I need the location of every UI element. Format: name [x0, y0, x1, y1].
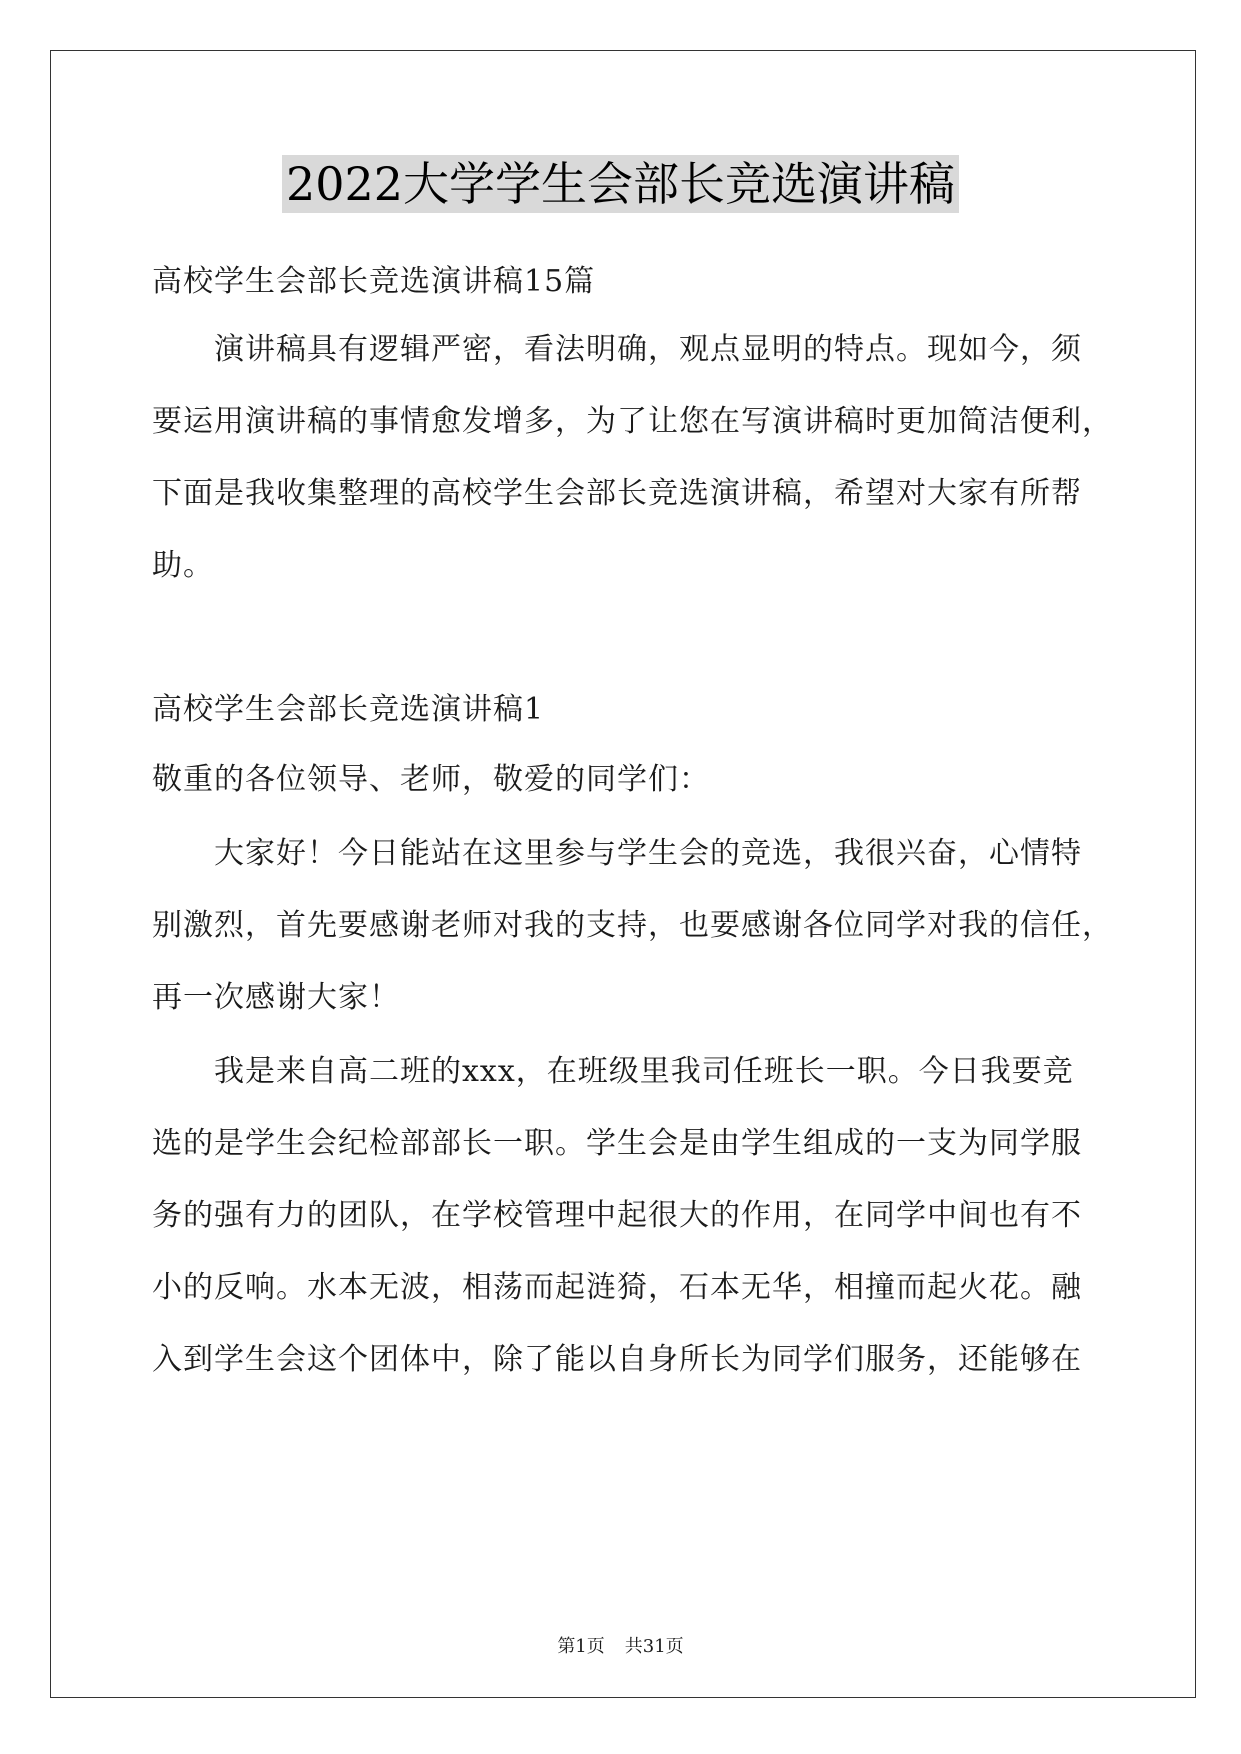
paragraph-line: 入到学生会这个团体中，除了能以自身所长为同学们服务，还能够在 — [152, 1342, 1082, 1377]
document-title: 2022大学学生会部长竞选演讲稿 — [282, 155, 959, 213]
paragraph-line: 再一次感谢大家！ — [152, 980, 400, 1015]
paragraph-line: 下面是我收集整理的高校学生会部长竞选演讲稿，希望对大家有所帮 — [152, 476, 1082, 511]
paragraph-line: 要运用演讲稿的事情愈发增多，为了让您在写演讲稿时更加简洁便利， — [152, 404, 1113, 439]
paragraph-line: 演讲稿具有逻辑严密，看法明确，观点显明的特点。现如今，须 — [152, 332, 1082, 367]
paragraph-line: 小的反响。水本无波，相荡而起涟猗，石本无华，相撞而起火花。融 — [152, 1270, 1082, 1305]
section-heading: 高校学生会部长竞选演讲稿1 — [152, 692, 545, 727]
title-container — [0, 155, 1241, 213]
paragraph-line: 选的是学生会纪检部部长一职。学生会是由学生组成的一支为同学服 — [152, 1126, 1082, 1161]
subtitle-line: 高校学生会部长竞选演讲稿15篇 — [152, 264, 596, 299]
paragraph-line: 务的强有力的团队，在学校管理中起很大的作用，在同学中间也有不 — [152, 1198, 1082, 1233]
page-footer — [0, 1632, 1241, 1658]
salutation-line: 敬重的各位领导、老师，敬爱的同学们： — [152, 762, 710, 797]
paragraph-line: 别激烈，首先要感谢老师对我的支持，也要感谢各位同学对我的信任， — [152, 908, 1113, 943]
paragraph-line: 助。 — [152, 548, 214, 583]
page-number: 第1页 — [557, 1636, 605, 1657]
page-total: 共31页 — [624, 1636, 684, 1657]
paragraph-line: 大家好！今日能站在这里参与学生会的竞选，我很兴奋，心情特 — [152, 836, 1082, 871]
paragraph-line: 我是来自高二班的xxx，在班级里我司任班长一职。今日我要竞 — [152, 1054, 1074, 1089]
